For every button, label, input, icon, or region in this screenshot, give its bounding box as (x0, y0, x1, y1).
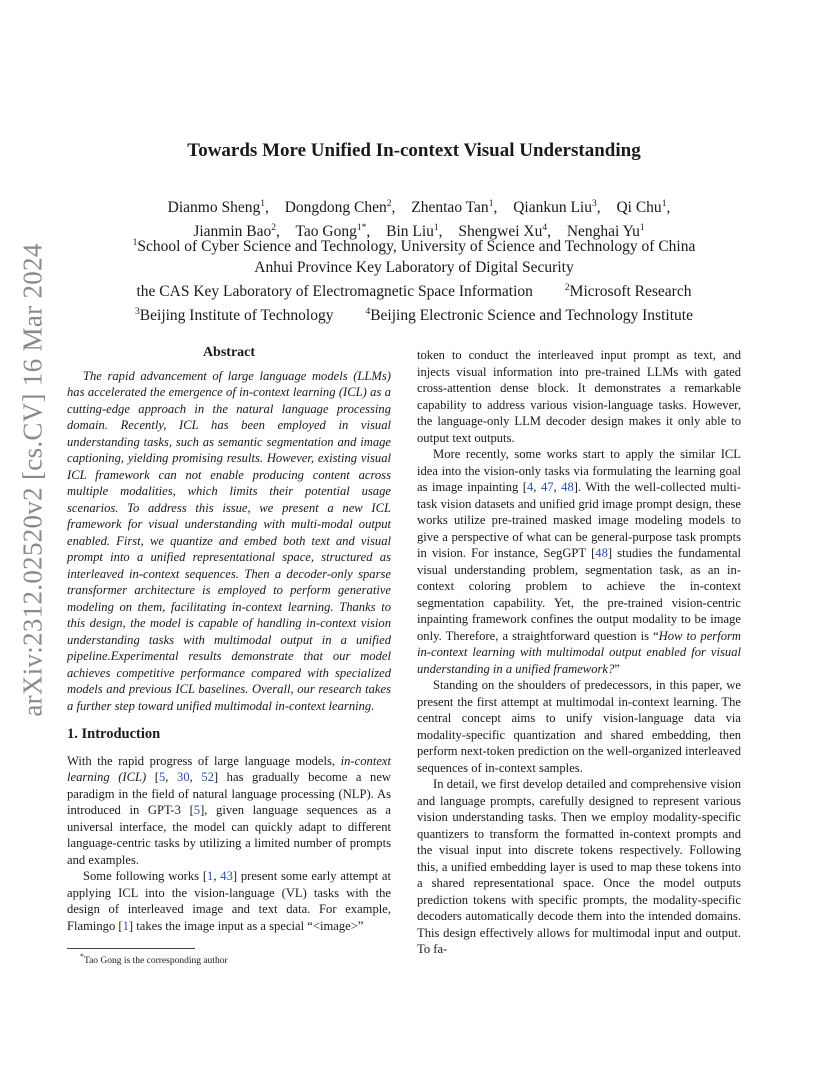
body-paragraph: token to conduct the interleaved input prompt as text, and injects visual information into pre-trained LLMs with gated cross-attention dense block. It demonstrates a remarkable capability to address various vision-language tasks. However, the language-only LLM decoder design makes it only able to output text outputs. (417, 348, 741, 445)
text-run: ] takes the image input as a special “<image>” (128, 918, 364, 933)
text-run-italic: How to perform in-context learning with multimodal output enabled for visual understanding in a unified framework? (417, 628, 742, 676)
citation-link[interactable]: 4 (527, 480, 534, 494)
author-line-1: Dianmo Sheng$^1$, Dongdong Chen$^2$, Zhentao Tan$^1$, Qiankun Liu$^3$, Qi Chu$^1$, (167, 199, 671, 217)
affiliation-line (60, 233, 768, 257)
text-run: , (533, 480, 541, 494)
affiliation-besti: Beijing Electronic Science and Technology Institute (370, 307, 693, 325)
text-run: ] present some early attempt at applying ICL into the vision-language (VL) tasks with the design of interleaved image and text data. For example, Flamingo [ (67, 869, 391, 933)
affiliation-anhui-lab: Anhui Province Key Laboratory of Digital Security (254, 259, 574, 277)
body-paragraph (417, 446, 741, 677)
footnote-text: Tao Gong is the corresponding author (83, 956, 228, 967)
citation-link[interactable]: 43 (220, 869, 233, 883)
author-affiliation-mark: 3 (591, 199, 597, 209)
affiliation-line (60, 257, 768, 278)
text-run: Some following works [ (83, 869, 208, 883)
text-run: With the rapid progress of large language models, (67, 753, 341, 768)
arxiv-sidebar-stamp (8, 243, 58, 717)
citation-link[interactable]: 30 (177, 770, 190, 784)
author-line-2: Jianmin Bao$^2$, Tao Gong$^{1*}$, Bin Liu$^1$, Shengwei Xu$^4$, Nenghai Yu$^1$ (193, 223, 645, 241)
text-run: ]. With the well-collected multi-task vision datasets and unified grid image prompt design, these works utilize pre-trained masked image modeling models to give a perspective of what can be general-purpose task prompts in vision. For instance, SegGPT [ (417, 480, 741, 560)
arxiv-identifier: arXiv:2312.02520v2 [cs.CV] 16 Mar 2024 (17, 243, 48, 717)
paper-title: Towards More Unified In-context Visual Understanding (187, 140, 641, 161)
author-affiliation-mark: 1 (260, 199, 265, 209)
author-name: Qi Chu (616, 199, 662, 217)
affiliation-line (60, 278, 768, 302)
text-run: , (165, 770, 178, 784)
text-run: ] studies the fundamental visual understanding problem, segmentation task, as an in-context coloring problem to achieve the in-context segmentation capability. Yet, the pre-trained vision-centric inpainting framework confines the output modality to be image only. Therefore, a straightforward question is “ (417, 546, 742, 643)
text-run: , (213, 869, 221, 883)
body-paragraph: Standing on the shoulders of predecessors, in this paper, we present the first attempt at multimodal in-context learning. The central concept aims to unify vision-language data via modality-specific quantization and shared embedding, then perform next-token prediction on the well-organized interleaved sequences of in-context samples. (417, 678, 741, 775)
author-name: Dongdong Chen (284, 199, 387, 217)
affiliation-line (60, 302, 768, 326)
section-heading-introduction: 1. Introduction (67, 726, 161, 742)
affiliation-mark: 2 (564, 283, 570, 294)
intro-paragraph-2 (67, 868, 391, 934)
author-affiliation-mark: 4 (542, 223, 548, 234)
citation-link[interactable]: 5 (159, 770, 166, 784)
citation-link[interactable]: 1 (122, 918, 129, 933)
text-run: [ (146, 770, 159, 784)
author-affiliation-mark: 1 (433, 223, 439, 234)
footnote (80, 952, 228, 966)
text-run: , (553, 480, 562, 494)
author-affiliation-mark: 1 (488, 199, 494, 209)
citation-link[interactable]: 5 (193, 803, 201, 817)
author-affiliation-mark: 1* (356, 223, 367, 234)
citation-link[interactable]: 48 (561, 480, 574, 494)
citation-link[interactable]: 48 (595, 546, 608, 560)
abstract-heading: Abstract (202, 345, 256, 360)
author-affiliation-mark: 2 (271, 223, 277, 234)
author-name: Tao Gong (295, 223, 357, 241)
citation-link[interactable]: 52 (201, 770, 214, 784)
author-affiliation-mark: 1 (661, 199, 667, 209)
affiliation-cas-lab: the CAS Key Laboratory of Electromagnetic Space Information (136, 283, 533, 301)
footnote-divider (67, 948, 195, 949)
citation-link[interactable]: 1 (207, 869, 214, 883)
author-name: Qiankun Liu (513, 199, 592, 217)
left-column (67, 345, 391, 934)
affiliation-mark: 4 (365, 307, 371, 318)
author-name: Dianmo Sheng (167, 199, 261, 217)
author-name: Bin Liu (386, 223, 434, 241)
affiliation-ustc: School of Cyber Science and Technology, University of Science and Technology of China (137, 238, 696, 256)
text-run: ], given language sequences as a universal interface, the model can quickly adapt to different language-centric tasks by utilizing a limited number of prompts and examples. (67, 803, 391, 867)
intro-paragraph-1 (67, 753, 391, 869)
affiliation-bit: Beijing Institute of Technology (139, 307, 334, 325)
text-run: More recently, some works start to apply the similar ICL idea into the vision-only tasks via formulating the learning goal as image inpainting [ (417, 447, 741, 494)
abstract-text: The rapid advancement of large language models (LLMs) has accelerated the emergence of in-context learning (ICL) as a cutting-edge approach in the natural language processing domain. Recently, ICL has been employed in visual understanding tasks, such as semantic segmentation and image captioning, yielding promising results. However, existing visual ICL framework can not enable producing content across multiple modalities, which limits their potential usage scenarios. To address this issue, we present a new ICL framework for visual understanding with multi-modal output enabled. First, we quantize and embed both text and visual prompt into a unified representational space, structured as interleaved in-context sequences. Then a decoder-only sparse transformer architecture is employed to perform generative modeling on them, facilitating in-context learning. Thanks to this design, the model is capable of handling in-context vision understanding tasks with multimodal output in a unified pipeline.Experimental results demonstrate that our model achieves competitive performance compared with specialized models and previous ICL baselines. Overall, our research takes a further step toward unified multimodal in-context learning. (67, 368, 391, 713)
author-name: Zhentao Tan (411, 199, 489, 217)
text-run: ] has gradually become a new paradigm in the field of natural language processing (NLP). As introduced in GPT-3 [ (67, 770, 392, 817)
author-name: Jianmin Bao (193, 223, 272, 241)
affiliation-mark: 1 (132, 238, 138, 248)
author-name: Nenghai Yu (566, 223, 640, 241)
affiliations (60, 233, 768, 326)
citation-link[interactable]: 47 (540, 480, 554, 494)
footnote-mark: * (80, 952, 84, 961)
author-affiliation-mark: 1 (639, 223, 645, 234)
body-paragraph: In detail, we first develop detailed and comprehensive vision and language prompts, carefully designed to represent various vision understanding tasks. Then we employ modality-specific quantizers to transform the formatted in-context prompts and the visual input into discrete tokens respectively. Following this, a unified embedding layer is used to map these tokens into a shared representational space. Once the model outputs prediction tokens with specific prompts, the modality-specific decoders automatically decode them into the intended domains. This design effectively allows for multimodal input and output. To fa- (417, 777, 741, 956)
text-run: ” (614, 661, 620, 676)
text-run: , (189, 770, 202, 784)
right-column (417, 347, 741, 958)
text-run-italic: in-context learning (ICL) (67, 753, 391, 784)
author-name: Shengwei Xu (458, 223, 543, 241)
affiliation-mark: 3 (135, 307, 140, 318)
affiliation-microsoft: Microsoft Research (569, 283, 692, 301)
author-affiliation-mark: 2 (386, 199, 392, 209)
